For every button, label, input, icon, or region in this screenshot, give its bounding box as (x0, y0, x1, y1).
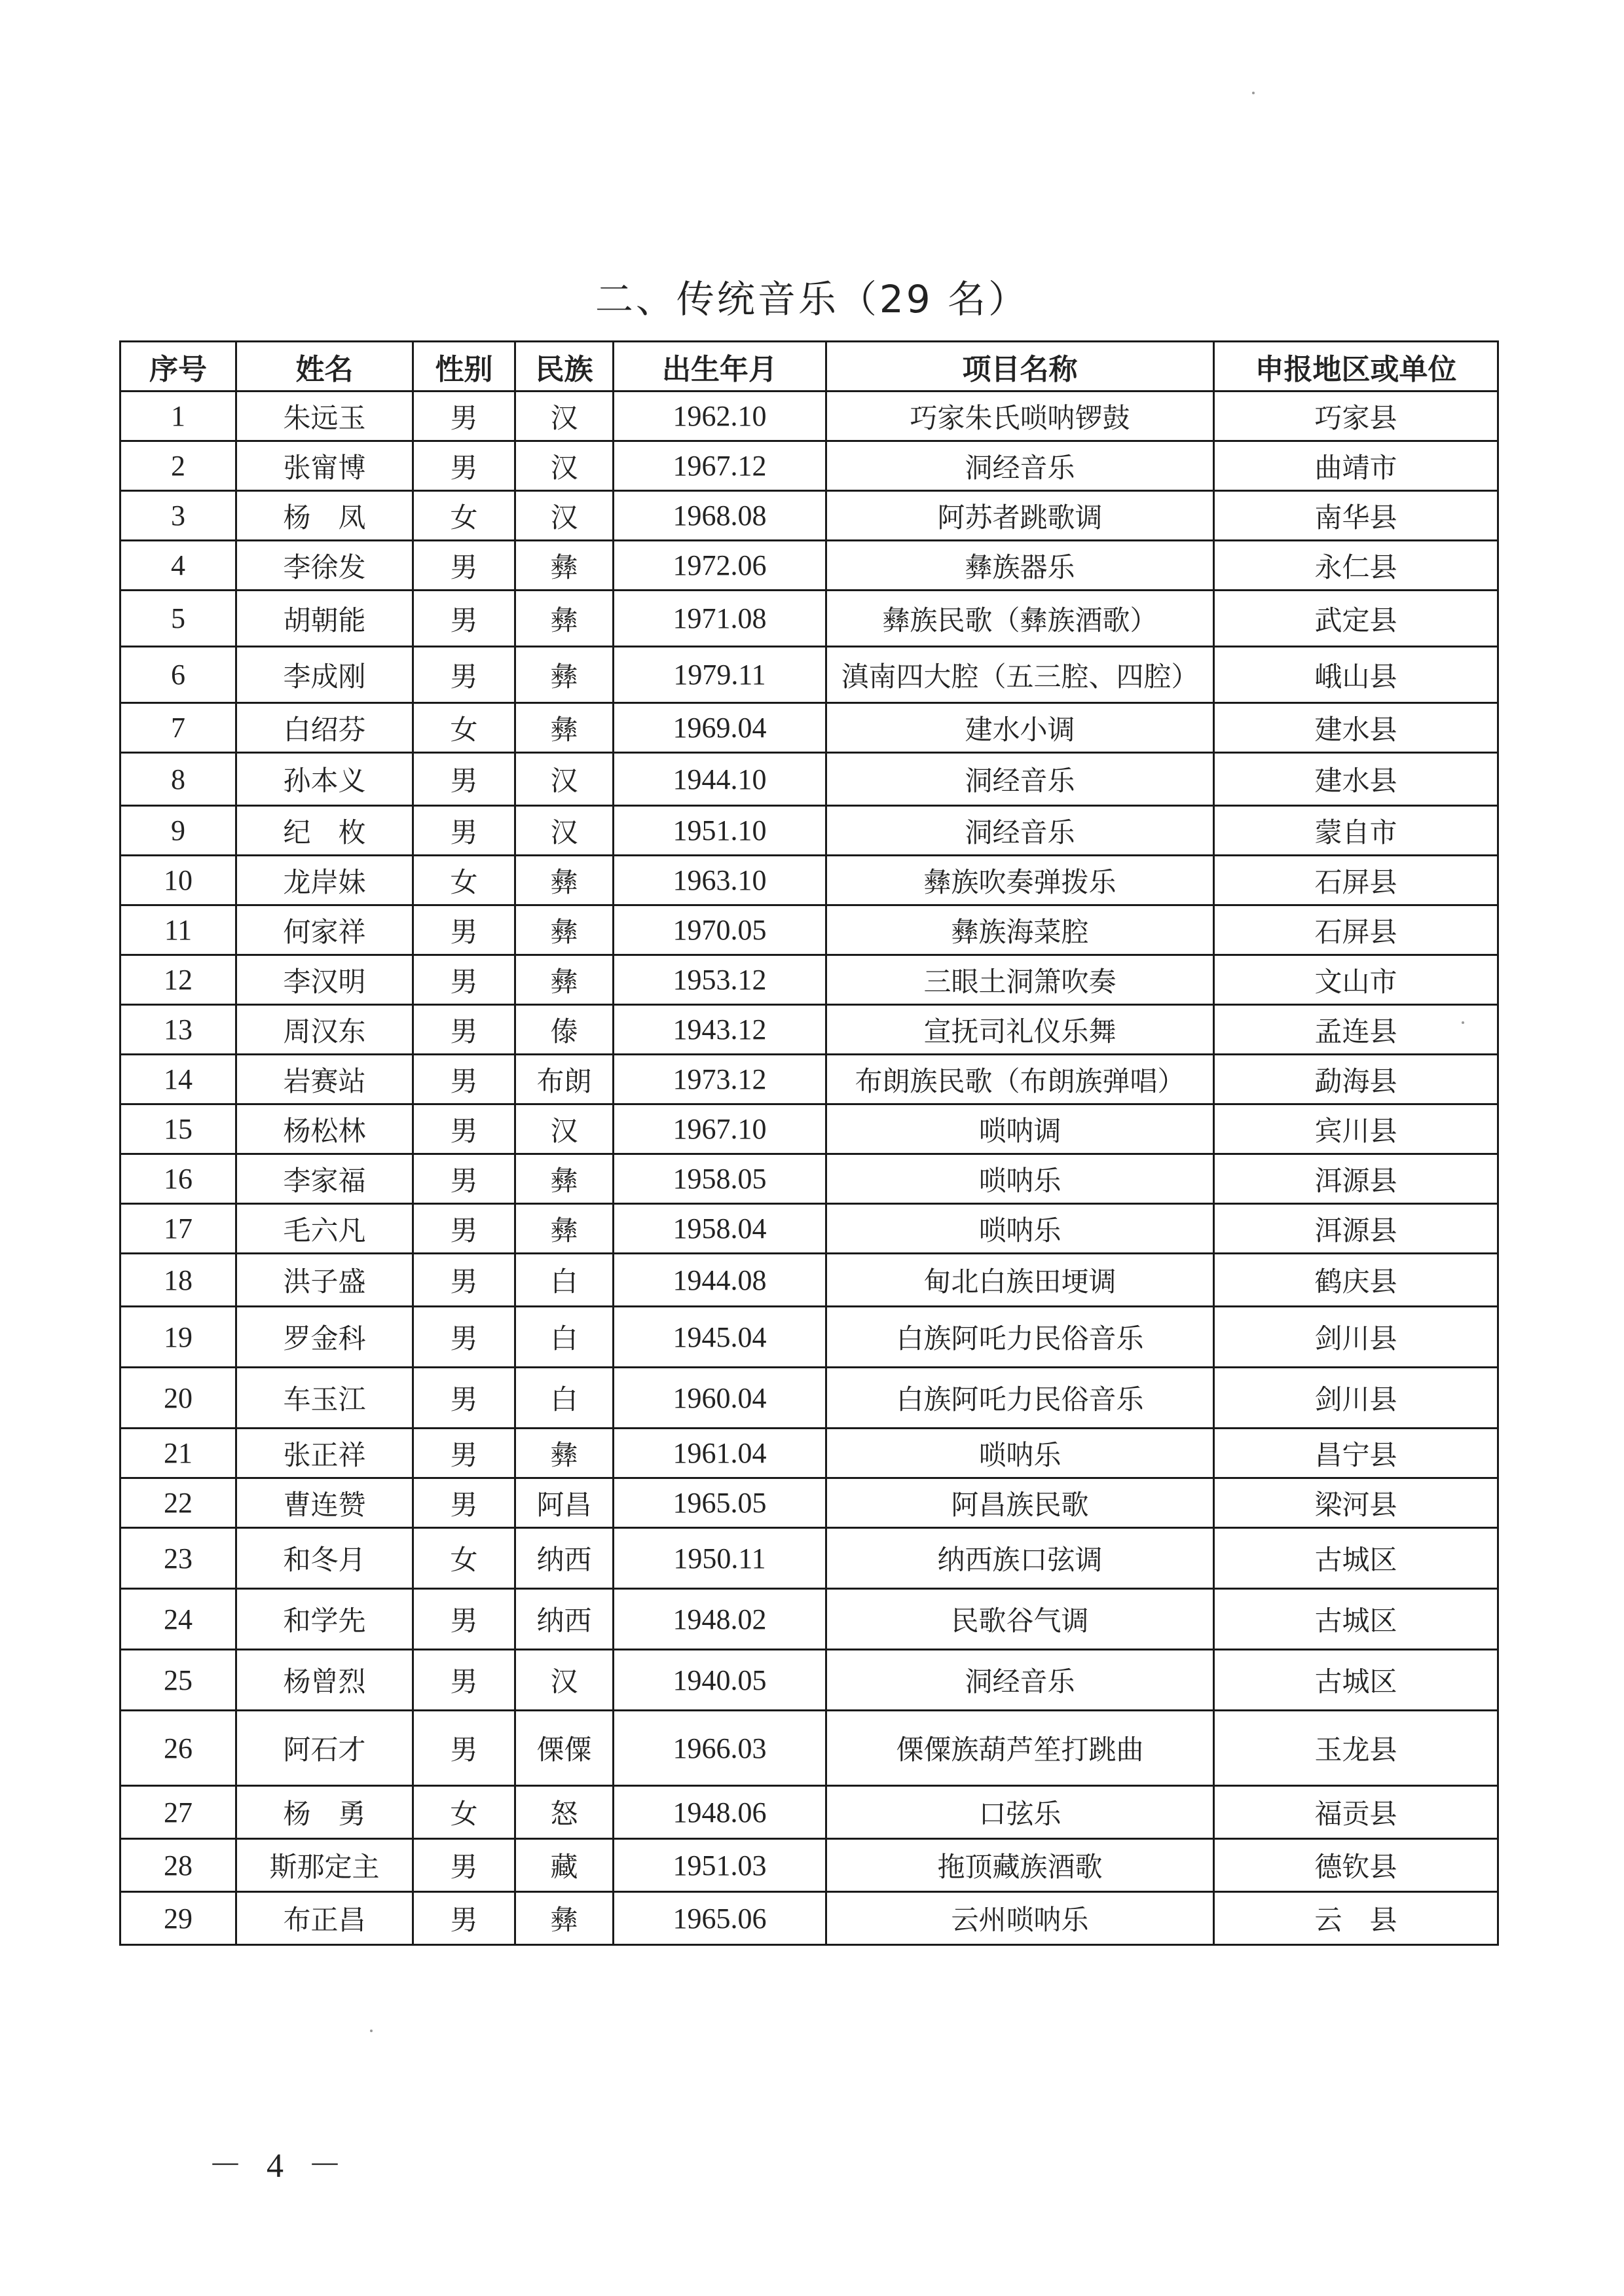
cell-ethnicity: 汉 (515, 441, 614, 491)
cell-gender: 男 (413, 1055, 515, 1104)
cell-seq: 12 (120, 955, 236, 1005)
cell-ethnicity: 彝 (515, 647, 614, 703)
cell-seq: 17 (120, 1204, 236, 1254)
cell-name: 杨松林 (236, 1104, 413, 1154)
cell-ethnicity: 彝 (515, 1429, 614, 1478)
table-row (120, 1711, 1498, 1786)
cell-seq: 27 (120, 1786, 236, 1839)
cell-name: 和学先 (236, 1589, 413, 1650)
cell-seq: 5 (120, 591, 236, 647)
cell-name: 白绍芬 (236, 703, 413, 753)
cell-gender: 男 (413, 955, 515, 1005)
cell-name: 纪 枚 (236, 806, 413, 856)
cell-region: 洱源县 (1214, 1204, 1498, 1254)
cell-gender: 男 (413, 905, 515, 955)
cell-birth: 1965.06 (614, 1892, 826, 1945)
cell-seq: 9 (120, 806, 236, 856)
cell-gender: 男 (413, 1204, 515, 1254)
cell-birth: 1951.03 (614, 1839, 826, 1892)
cell-project: 云州唢呐乐 (826, 1892, 1214, 1945)
cell-region: 峨山县 (1214, 647, 1498, 703)
cell-seq: 24 (120, 1589, 236, 1650)
cell-region: 剑川县 (1214, 1307, 1498, 1368)
table-row (120, 1154, 1498, 1204)
cell-name: 车玉江 (236, 1368, 413, 1429)
cell-region: 建水县 (1214, 703, 1498, 753)
cell-region: 孟连县 (1214, 1005, 1498, 1055)
cell-gender: 男 (413, 1429, 515, 1478)
header-birth: 出生年月 (614, 342, 826, 392)
cell-gender: 女 (413, 491, 515, 541)
cell-ethnicity: 彝 (515, 541, 614, 591)
cell-ethnicity: 彝 (515, 591, 614, 647)
cell-birth: 1944.10 (614, 753, 826, 806)
cell-gender: 男 (413, 1005, 515, 1055)
cell-project: 傈僳族葫芦笙打跳曲 (826, 1711, 1214, 1786)
cell-seq: 2 (120, 441, 236, 491)
cell-gender: 男 (413, 753, 515, 806)
table-header-row (120, 342, 1498, 392)
cell-seq: 18 (120, 1254, 236, 1307)
cell-birth: 1958.04 (614, 1204, 826, 1254)
cell-region: 宾川县 (1214, 1104, 1498, 1154)
cell-birth: 1948.02 (614, 1589, 826, 1650)
cell-project: 巧家朱氏唢呐锣鼓 (826, 392, 1214, 441)
cell-name: 岩赛站 (236, 1055, 413, 1104)
cell-seq: 3 (120, 491, 236, 541)
cell-name: 杨曾烈 (236, 1650, 413, 1711)
cell-gender: 男 (413, 392, 515, 441)
cell-project: 白族阿吒力民俗音乐 (826, 1307, 1214, 1368)
cell-name: 李徐发 (236, 541, 413, 591)
table-row (120, 591, 1498, 647)
cell-birth: 1948.06 (614, 1786, 826, 1839)
cell-name: 阿石才 (236, 1711, 413, 1786)
cell-birth: 1965.05 (614, 1478, 826, 1528)
cell-region: 曲靖市 (1214, 441, 1498, 491)
cell-seq: 19 (120, 1307, 236, 1368)
table-row (120, 1104, 1498, 1154)
cell-seq: 21 (120, 1429, 236, 1478)
cell-project: 阿苏者跳歌调 (826, 491, 1214, 541)
cell-project: 洞经音乐 (826, 806, 1214, 856)
cell-name: 龙岸妹 (236, 856, 413, 905)
cell-ethnicity: 纳西 (515, 1589, 614, 1650)
cell-gender: 男 (413, 1368, 515, 1429)
cell-project: 彝族海菜腔 (826, 905, 1214, 955)
cell-ethnicity: 彝 (515, 1154, 614, 1204)
cell-birth: 1943.12 (614, 1005, 826, 1055)
cell-birth: 1970.05 (614, 905, 826, 955)
cell-name: 李家福 (236, 1154, 413, 1204)
cell-birth: 1967.10 (614, 1104, 826, 1154)
cell-birth: 1960.04 (614, 1368, 826, 1429)
table-body (120, 392, 1498, 1945)
cell-project: 彝族吹奏弹拨乐 (826, 856, 1214, 905)
table-row (120, 703, 1498, 753)
cell-name: 胡朝能 (236, 591, 413, 647)
cell-region: 永仁县 (1214, 541, 1498, 591)
cell-ethnicity: 汉 (515, 753, 614, 806)
cell-ethnicity: 纳西 (515, 1528, 614, 1589)
table-row (120, 1204, 1498, 1254)
header-gender: 性别 (413, 342, 515, 392)
cell-region: 德钦县 (1214, 1839, 1498, 1892)
cell-name: 张甯博 (236, 441, 413, 491)
cell-birth: 1962.10 (614, 392, 826, 441)
cell-name: 何家祥 (236, 905, 413, 955)
cell-seq: 29 (120, 1892, 236, 1945)
cell-ethnicity: 彝 (515, 1892, 614, 1945)
table-row (120, 1368, 1498, 1429)
cell-seq: 26 (120, 1711, 236, 1786)
table-row (120, 1005, 1498, 1055)
cell-region: 古城区 (1214, 1528, 1498, 1589)
cell-region: 梁河县 (1214, 1478, 1498, 1528)
table-row (120, 1786, 1498, 1839)
cell-ethnicity: 阿昌 (515, 1478, 614, 1528)
cell-region: 古城区 (1214, 1589, 1498, 1650)
cell-gender: 男 (413, 541, 515, 591)
cell-birth: 1968.08 (614, 491, 826, 541)
cell-seq: 28 (120, 1839, 236, 1892)
cell-ethnicity: 白 (515, 1307, 614, 1368)
cell-seq: 8 (120, 753, 236, 806)
cell-name: 毛六凡 (236, 1204, 413, 1254)
cell-ethnicity: 汉 (515, 806, 614, 856)
cell-gender: 女 (413, 1528, 515, 1589)
cell-seq: 1 (120, 392, 236, 441)
cell-project: 洞经音乐 (826, 753, 1214, 806)
cell-gender: 男 (413, 1892, 515, 1945)
cell-project: 唢呐乐 (826, 1154, 1214, 1204)
cell-name: 洪子盛 (236, 1254, 413, 1307)
cell-ethnicity: 傈僳 (515, 1711, 614, 1786)
cell-seq: 6 (120, 647, 236, 703)
table-row (120, 1254, 1498, 1307)
cell-name: 周汉东 (236, 1005, 413, 1055)
cell-region: 建水县 (1214, 753, 1498, 806)
table-row (120, 541, 1498, 591)
cell-ethnicity: 彝 (515, 955, 614, 1005)
header-project: 项目名称 (826, 342, 1214, 392)
cell-region: 勐海县 (1214, 1055, 1498, 1104)
cell-ethnicity: 汉 (515, 1104, 614, 1154)
cell-project: 宣抚司礼仪乐舞 (826, 1005, 1214, 1055)
cell-birth: 1979.11 (614, 647, 826, 703)
cell-ethnicity: 汉 (515, 491, 614, 541)
header-ethnicity: 民族 (515, 342, 614, 392)
table-row (120, 1650, 1498, 1711)
inheritor-table (119, 340, 1499, 1946)
table-row (120, 1892, 1498, 1945)
cell-gender: 男 (413, 1254, 515, 1307)
cell-gender: 男 (413, 1650, 515, 1711)
cell-project: 纳西族口弦调 (826, 1528, 1214, 1589)
table-row (120, 905, 1498, 955)
cell-region: 剑川县 (1214, 1368, 1498, 1429)
cell-seq: 25 (120, 1650, 236, 1711)
cell-seq: 23 (120, 1528, 236, 1589)
cell-project: 布朗族民歌（布朗族弹唱） (826, 1055, 1214, 1104)
header-name: 姓名 (236, 342, 413, 392)
cell-birth: 1951.10 (614, 806, 826, 856)
cell-project: 拖顶藏族酒歌 (826, 1839, 1214, 1892)
cell-region: 鹤庆县 (1214, 1254, 1498, 1307)
cell-ethnicity: 傣 (515, 1005, 614, 1055)
cell-ethnicity: 汉 (515, 1650, 614, 1711)
cell-name: 罗金科 (236, 1307, 413, 1368)
cell-project: 彝族器乐 (826, 541, 1214, 591)
cell-ethnicity: 汉 (515, 392, 614, 441)
cell-birth: 1944.08 (614, 1254, 826, 1307)
cell-ethnicity: 彝 (515, 856, 614, 905)
cell-project: 洞经音乐 (826, 441, 1214, 491)
page-title: 二、传统音乐（29 名） (595, 277, 1029, 321)
table-row (120, 1839, 1498, 1892)
cell-seq: 11 (120, 905, 236, 955)
cell-ethnicity: 布朗 (515, 1055, 614, 1104)
cell-name: 孙本义 (236, 753, 413, 806)
cell-region: 玉龙县 (1214, 1711, 1498, 1786)
cell-seq: 15 (120, 1104, 236, 1154)
table-row (120, 441, 1498, 491)
cell-birth: 1950.11 (614, 1528, 826, 1589)
cell-seq: 4 (120, 541, 236, 591)
cell-seq: 20 (120, 1368, 236, 1429)
cell-gender: 男 (413, 806, 515, 856)
cell-project: 建水小调 (826, 703, 1214, 753)
cell-ethnicity: 藏 (515, 1839, 614, 1892)
cell-seq: 14 (120, 1055, 236, 1104)
cell-ethnicity: 彝 (515, 1204, 614, 1254)
cell-region: 南华县 (1214, 491, 1498, 541)
cell-birth: 1940.05 (614, 1650, 826, 1711)
cell-seq: 16 (120, 1154, 236, 1204)
cell-name: 斯那定主 (236, 1839, 413, 1892)
cell-seq: 13 (120, 1005, 236, 1055)
cell-name: 杨 凤 (236, 491, 413, 541)
cell-project: 白族阿吒力民俗音乐 (826, 1368, 1214, 1429)
cell-seq: 7 (120, 703, 236, 753)
table-row (120, 1478, 1498, 1528)
table-row (120, 647, 1498, 703)
table-row (120, 806, 1498, 856)
cell-name: 曹连赞 (236, 1478, 413, 1528)
cell-region: 云 县 (1214, 1892, 1498, 1945)
cell-project: 唢呐乐 (826, 1429, 1214, 1478)
cell-gender: 女 (413, 856, 515, 905)
cell-birth: 1958.05 (614, 1154, 826, 1204)
cell-gender: 女 (413, 703, 515, 753)
page-number: － 4 － (208, 2147, 350, 2185)
cell-gender: 女 (413, 1786, 515, 1839)
cell-ethnicity: 彝 (515, 703, 614, 753)
table-row (120, 1528, 1498, 1589)
cell-ethnicity: 白 (515, 1368, 614, 1429)
cell-project: 唢呐调 (826, 1104, 1214, 1154)
cell-region: 洱源县 (1214, 1154, 1498, 1204)
scan-speck (1462, 1021, 1464, 1024)
cell-gender: 男 (413, 1154, 515, 1204)
cell-project: 口弦乐 (826, 1786, 1214, 1839)
cell-name: 李汉明 (236, 955, 413, 1005)
cell-region: 武定县 (1214, 591, 1498, 647)
cell-gender: 男 (413, 591, 515, 647)
cell-region: 古城区 (1214, 1650, 1498, 1711)
cell-project: 阿昌族民歌 (826, 1478, 1214, 1528)
cell-birth: 1963.10 (614, 856, 826, 905)
cell-gender: 男 (413, 1307, 515, 1368)
cell-ethnicity: 怒 (515, 1786, 614, 1839)
cell-gender: 男 (413, 441, 515, 491)
cell-project: 甸北白族田埂调 (826, 1254, 1214, 1307)
cell-region: 石屏县 (1214, 856, 1498, 905)
cell-gender: 男 (413, 1839, 515, 1892)
cell-project: 洞经音乐 (826, 1650, 1214, 1711)
header-seq: 序号 (120, 342, 236, 392)
table-row (120, 491, 1498, 541)
table-row (120, 1055, 1498, 1104)
cell-birth: 1953.12 (614, 955, 826, 1005)
cell-region: 福贡县 (1214, 1786, 1498, 1839)
cell-project: 唢呐乐 (826, 1204, 1214, 1254)
cell-ethnicity: 彝 (515, 905, 614, 955)
cell-name: 朱远玉 (236, 392, 413, 441)
cell-gender: 男 (413, 1104, 515, 1154)
cell-ethnicity: 白 (515, 1254, 614, 1307)
cell-birth: 1969.04 (614, 703, 826, 753)
table-row (120, 856, 1498, 905)
cell-name: 布正昌 (236, 1892, 413, 1945)
cell-seq: 10 (120, 856, 236, 905)
cell-project: 民歌谷气调 (826, 1589, 1214, 1650)
scan-speck (370, 2030, 373, 2032)
cell-name: 杨 勇 (236, 1786, 413, 1839)
cell-name: 张正祥 (236, 1429, 413, 1478)
cell-birth: 1967.12 (614, 441, 826, 491)
cell-birth: 1966.03 (614, 1711, 826, 1786)
table-row (120, 1429, 1498, 1478)
table-row (120, 753, 1498, 806)
cell-project: 滇南四大腔（五三腔、四腔） (826, 647, 1214, 703)
cell-birth: 1972.06 (614, 541, 826, 591)
cell-gender: 男 (413, 1589, 515, 1650)
cell-birth: 1971.08 (614, 591, 826, 647)
cell-region: 石屏县 (1214, 905, 1498, 955)
cell-region: 巧家县 (1214, 392, 1498, 441)
table-row (120, 392, 1498, 441)
cell-birth: 1945.04 (614, 1307, 826, 1368)
cell-gender: 男 (413, 1478, 515, 1528)
cell-region: 蒙自市 (1214, 806, 1498, 856)
header-region: 申报地区或单位 (1214, 342, 1498, 392)
cell-project: 三眼土洞箫吹奏 (826, 955, 1214, 1005)
scan-speck (1252, 92, 1255, 94)
table-row (120, 1307, 1498, 1368)
cell-region: 昌宁县 (1214, 1429, 1498, 1478)
cell-gender: 男 (413, 647, 515, 703)
cell-project: 彝族民歌（彝族酒歌） (826, 591, 1214, 647)
cell-region: 文山市 (1214, 955, 1498, 1005)
cell-gender: 男 (413, 1711, 515, 1786)
cell-birth: 1961.04 (614, 1429, 826, 1478)
cell-name: 和冬月 (236, 1528, 413, 1589)
cell-birth: 1973.12 (614, 1055, 826, 1104)
cell-seq: 22 (120, 1478, 236, 1528)
cell-name: 李成刚 (236, 647, 413, 703)
table-row (120, 1589, 1498, 1650)
table-row (120, 955, 1498, 1005)
